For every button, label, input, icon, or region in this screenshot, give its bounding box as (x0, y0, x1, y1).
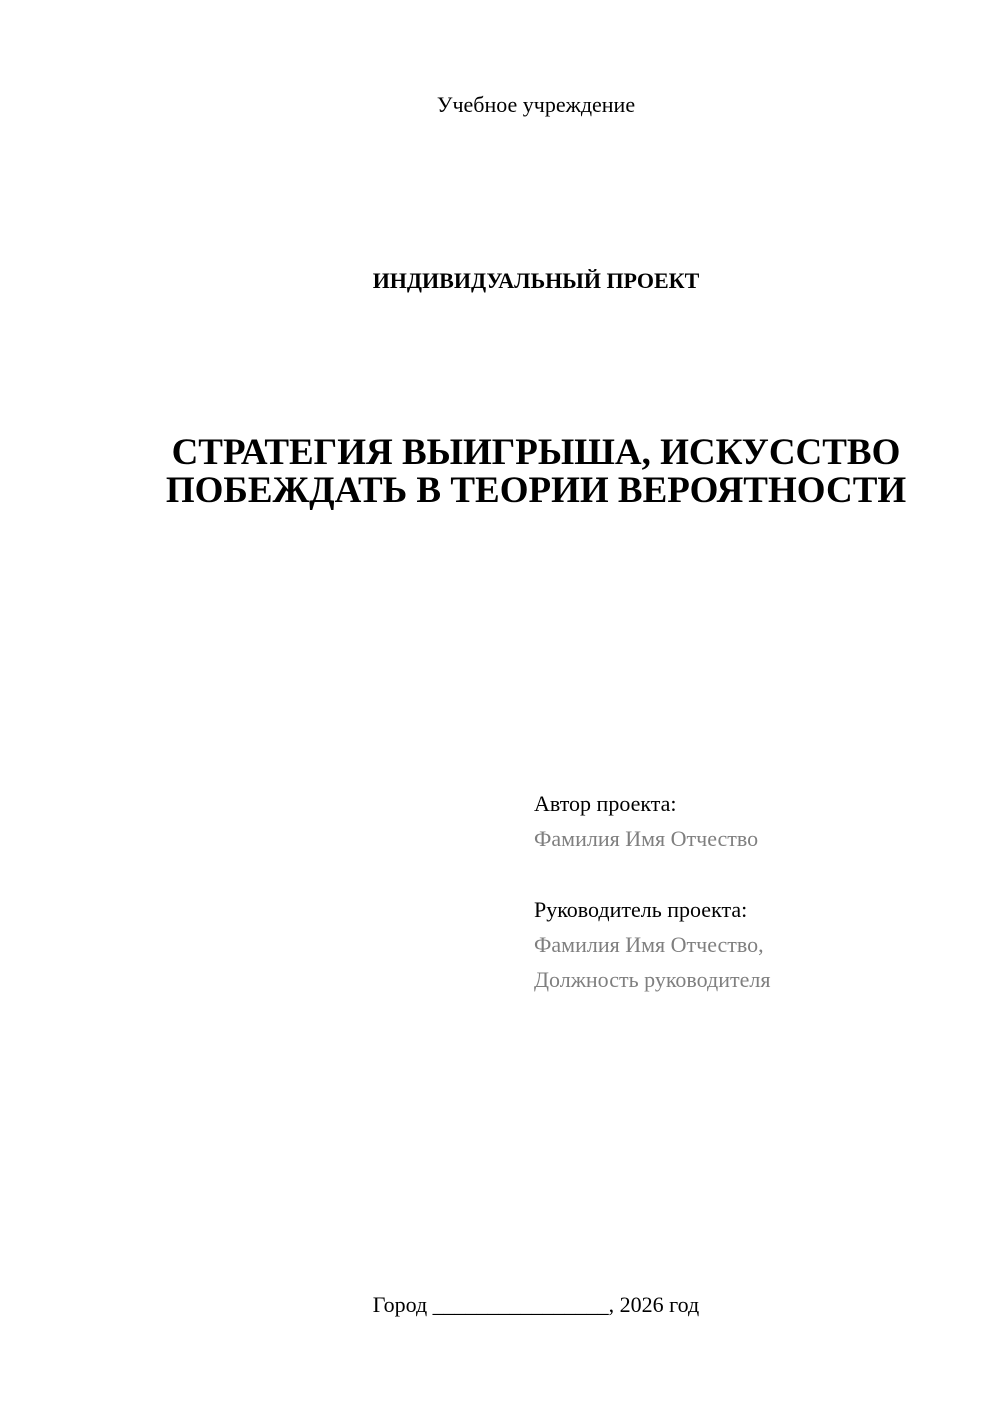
document-type: ИНДИВИДУАЛЬНЫЙ ПРОЕКТ (372, 268, 700, 293)
city-year-line: Город ________________, 2026 год (372, 1292, 700, 1317)
supervisor-label: Руководитель проекта: (534, 897, 748, 922)
project-title-line-2: ПОБЕЖДАТЬ В ТЕОРИИ ВЕРОЯТНОСТИ (165, 470, 907, 511)
author-label: Автор проекта: (534, 791, 677, 816)
project-title-line-1: СТРАТЕГИЯ ВЫИГРЫША, ИСКУССТВО (171, 432, 901, 473)
supervisor-position: Должность руководителя (534, 967, 771, 992)
supervisor-name: Фамилия Имя Отчество, (534, 932, 764, 957)
institution-name: Учебное учреждение (436, 92, 636, 117)
author-block (534, 786, 954, 856)
author-name: Фамилия Имя Отчество (534, 826, 759, 851)
project-title (100, 434, 972, 510)
supervisor-block (534, 892, 954, 997)
